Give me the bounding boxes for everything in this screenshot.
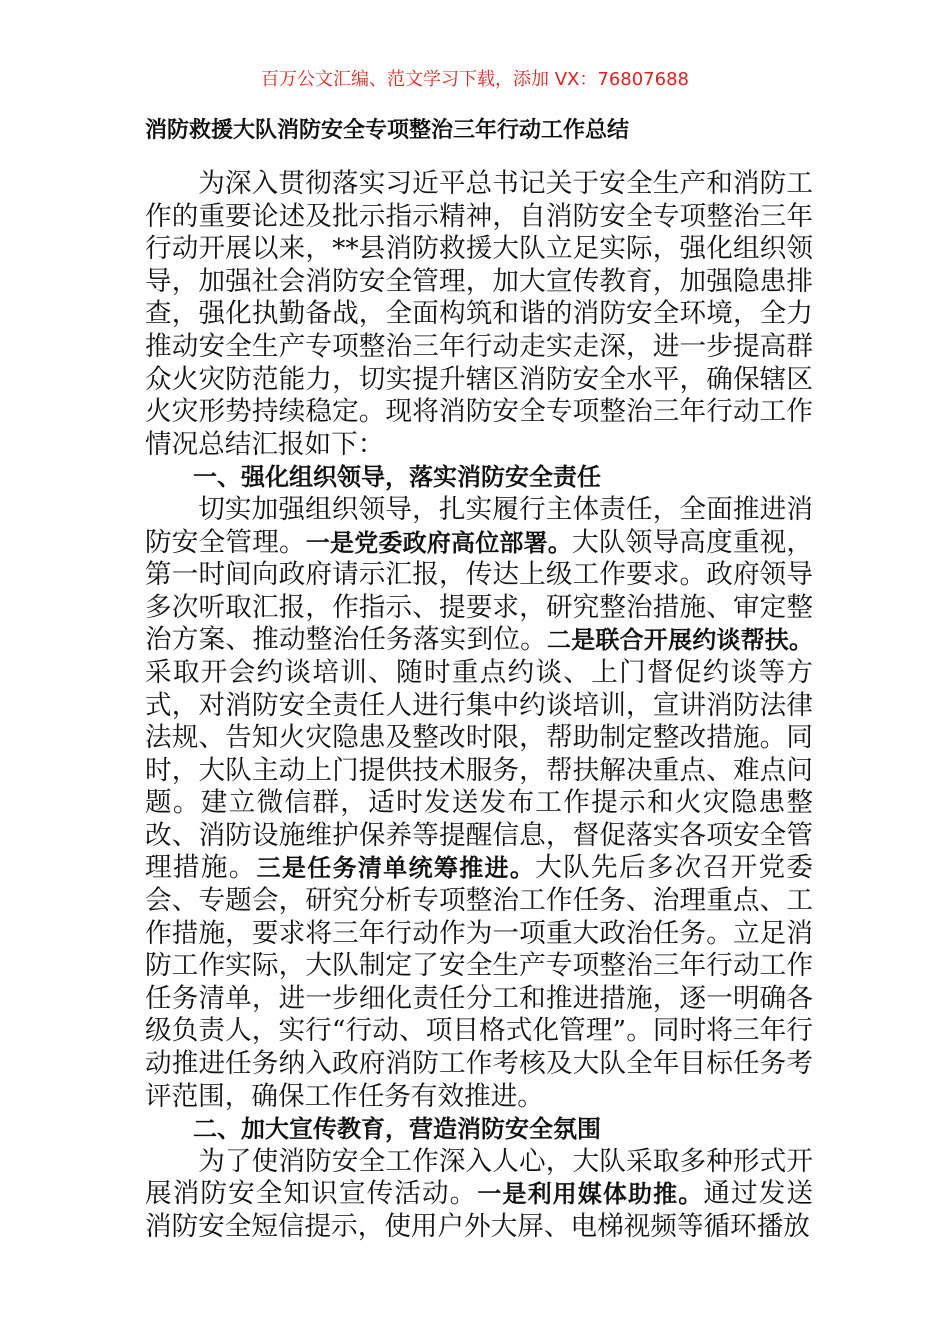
document-body [145, 168, 813, 1244]
section-1-lead: 切实加强组织领导，扎实履行主体责任，全面推进消防安全管理。 [145, 493, 813, 558]
section-1-point-1-text: 大队领导高度重视，第一时间向政府请示汇报，传达上级工作要求。政府领导多次听取汇报，作指示、提要求，研究整治措施、审定整治方案、推动整治任务落实到位。 [145, 526, 814, 656]
document-title: 消防救援大队消防安全专项整治三年行动工作总结 [145, 118, 630, 143]
intro-paragraph: 为深入贯彻落实习近平总书记关于安全生产和消防工作的重要论述及批示指示精神，自消防安全专项整治三年行动开展以来，**县消防救援大队立足实际，强化组织领导，加强社会消防安全管理，加大宣传教育，加强隐患排查，强化执勤备战，全面构筑和谐的消防安全环境，全力推动安全生产专项整治三年行动走实走深，进一步提高群众火灾防范能力，切实提升辖区消防安全水平，确保辖区火灾形势持续稳定。现将消防安全专项整治三年行动工作情况总结汇报如下： [145, 168, 813, 460]
section-1-paragraph [145, 494, 813, 1113]
section-2-heading: 二、加大宣传教育，营造消防安全氛围 [193, 1115, 601, 1144]
section-2-point-1-title: 一是利用媒体助推。 [477, 1180, 704, 1209]
section-2-lead: 为了使消防安全工作深入人心，大队采取多种形式开展消防安全知识宣传活动。 [145, 1145, 813, 1210]
section-1-point-3-text: 大队先后多次召开党委会、专题会，研究分析专项整治工作任务、治理重点、工作措施，要求将三年行动作为一项重大政治任务。立足消防工作实际，大队制定了安全生产专项整治三年行动工作任务清单，进一步细化责任分工和推进措施，逐一明确各级负责人，实行“行动、项目格式化管理”。同时将三年行动推进任务纳入政府消防工作考核及大队全年目标任务考评范围，确保工作任务有效推进。 [145, 852, 814, 1112]
section-1-point-3-title: 三是任务清单统筹推进。 [256, 854, 536, 883]
section-2-paragraph [145, 1146, 813, 1244]
section-1-point-2-text: 采取开会约谈培训、随时重点约谈、上门督促约谈等方式，对消防安全责任人进行集中约谈培训，宣讲消防法律法规、告知火灾隐患及整改时限，帮助制定整改措施。同时，大队主动上门提供技术服务，帮扶解决重点、难点问题。建立微信群，适时发送发布工作提示和火灾隐患整改、消防设施维护保养等提醒信息，督促落实各项安全管理措施。 [145, 656, 813, 884]
watermark-header: 百万公文汇编、范文学习下载，添加 VX：76807688 [261, 69, 689, 90]
section-1-heading: 一、强化组织领导，落实消防安全责任 [193, 463, 601, 492]
section-1-point-2-title: 二是联合开展约谈帮扶。 [546, 626, 814, 655]
section-2-point-1-text: 通过发送消防安全短信提示，使用户外大屏、电梯视频等循环播放 [145, 1178, 813, 1242]
section-1-point-1-title: 一是党委政府高位部署。 [305, 528, 573, 557]
